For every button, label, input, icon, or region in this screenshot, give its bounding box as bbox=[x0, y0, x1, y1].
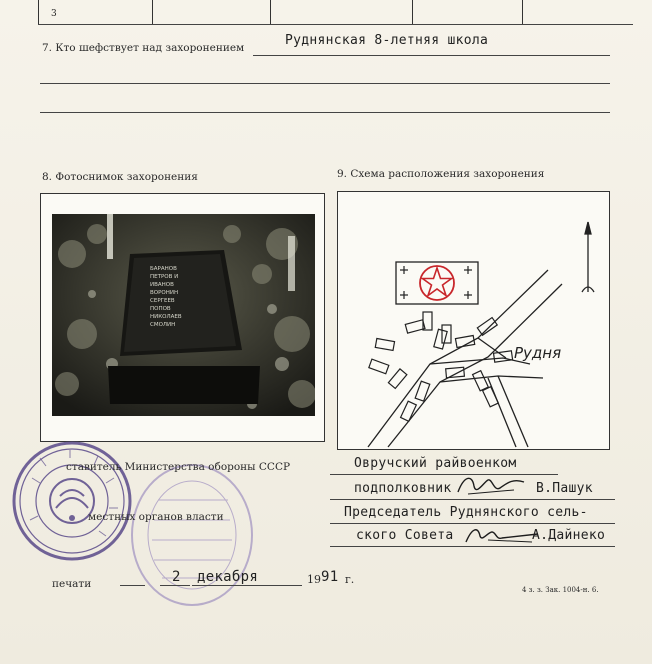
handwritten-signature-1 bbox=[454, 472, 526, 500]
date-day: 2 bbox=[172, 569, 181, 585]
star-circle bbox=[420, 266, 454, 300]
date-underline bbox=[192, 585, 302, 586]
table-divider bbox=[522, 0, 523, 24]
print-mark: 4 з. з. Зак. 1004-н. 6. bbox=[522, 586, 599, 594]
plaque-text: ПЕТРОВ И bbox=[150, 274, 179, 280]
table-divider bbox=[38, 0, 39, 24]
plaque-text: БАРАНОВ bbox=[150, 266, 177, 272]
rank-text: подполковник bbox=[354, 481, 452, 496]
chairman-line: Председатель Руднянского сель- bbox=[344, 505, 588, 520]
round-stamp bbox=[10, 438, 134, 564]
plaque-text: ПОПОВ bbox=[150, 306, 171, 312]
blank-line bbox=[40, 112, 610, 113]
mp-label: печати bbox=[52, 578, 92, 590]
signer-name-1: В.Пашук bbox=[536, 481, 593, 496]
field9-label: 9. Схема расположения захоронения bbox=[337, 168, 545, 180]
field8-label: 8. Фотоснимок захоронения bbox=[42, 171, 198, 183]
faded-stamp bbox=[128, 460, 259, 610]
date-year-unit: г. bbox=[345, 573, 355, 586]
military-office-line: Овручский райвоенком bbox=[354, 456, 517, 471]
sign-label-local: местных органов власти bbox=[88, 511, 224, 523]
table-divider bbox=[412, 0, 413, 24]
table-divider bbox=[152, 0, 153, 24]
date-month: декабря bbox=[197, 569, 259, 585]
council-text: ского Совета bbox=[356, 528, 454, 543]
handwritten-signature-2 bbox=[462, 520, 542, 548]
date-year-suffix: 91 bbox=[321, 569, 339, 585]
grave-photo bbox=[52, 214, 315, 416]
date-underline bbox=[120, 585, 145, 586]
date-year-prefix: 19 bbox=[307, 573, 321, 586]
star-icon bbox=[423, 268, 452, 296]
table-row-number: 3 bbox=[51, 9, 57, 19]
location-scheme bbox=[338, 192, 609, 449]
field7-label: 7. Кто шефствует над захоронением bbox=[42, 42, 245, 54]
signer-name-2: А.Дайнеко bbox=[532, 528, 606, 543]
date-underline bbox=[160, 585, 190, 586]
map-place-label: Рудня bbox=[514, 344, 562, 362]
plaque-text: СЕРГЕЕВ bbox=[150, 298, 175, 304]
blank-line bbox=[40, 83, 610, 84]
plaque-text: ИВАНОВ bbox=[150, 282, 174, 288]
field7-value: Руднянская 8-летняя школа bbox=[285, 33, 489, 48]
field7-underline bbox=[253, 55, 610, 56]
table-bottom-border bbox=[38, 24, 633, 25]
table-divider bbox=[270, 0, 271, 24]
sign-label-ministry: ставитель Министерства обороны СССР bbox=[66, 461, 291, 473]
map-frame bbox=[337, 191, 610, 450]
plaque-text: СМОЛИН bbox=[150, 322, 176, 328]
plaque-text: ВОРОНИН bbox=[150, 290, 179, 296]
plaque-text: НИКОЛАЕВ bbox=[150, 314, 182, 320]
